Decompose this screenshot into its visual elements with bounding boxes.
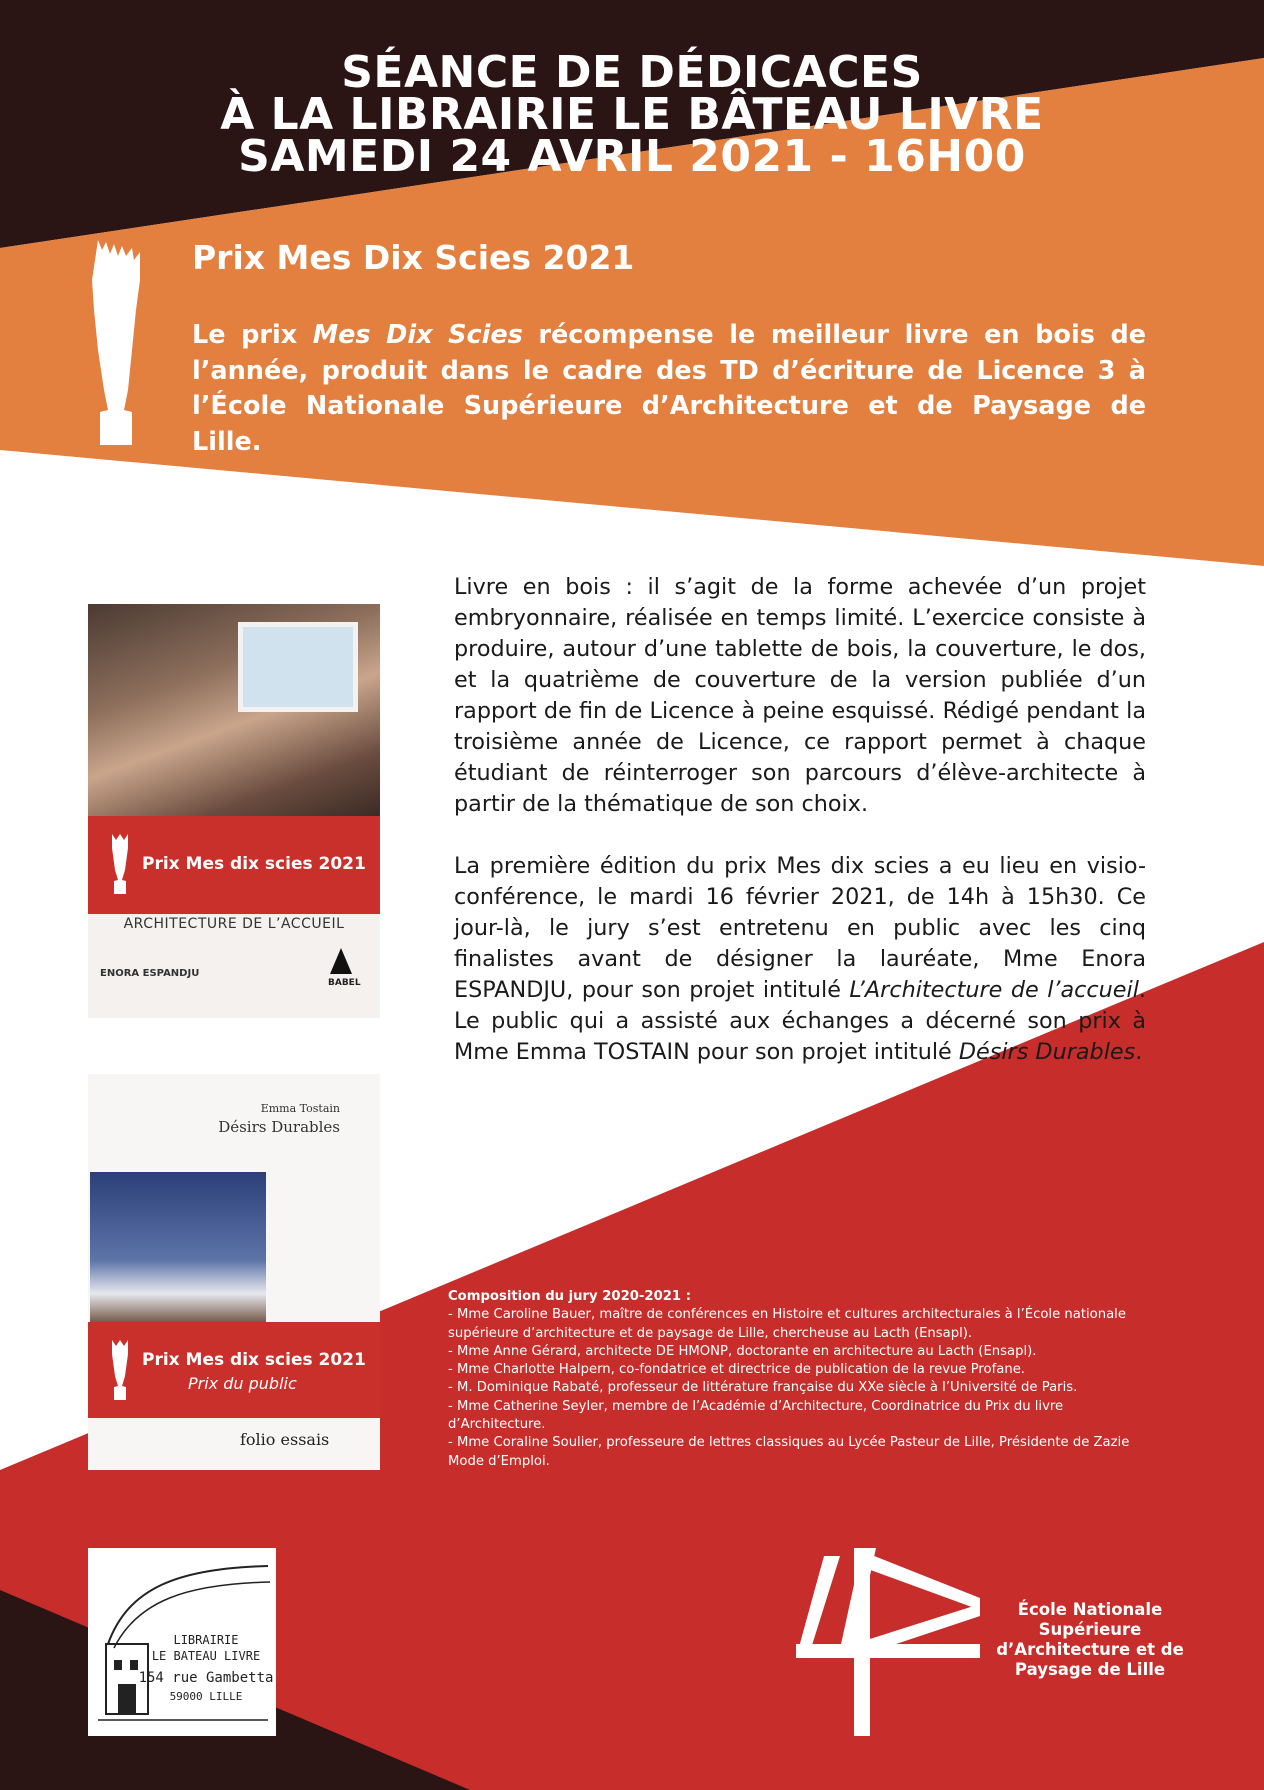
jury-composition — [448, 1288, 1148, 1471]
svg-text:59000 LILLE: 59000 LILLE — [169, 1690, 243, 1703]
jury-member: - Mme Anne Gérard, architecte DE HMONP, doctorante en architecture au Lacth (Ensapl). — [448, 1343, 1037, 1359]
book-cover-desirs-durables — [88, 1074, 380, 1470]
book-publisher: BABEL — [328, 978, 361, 988]
ecole-name: École Nationale Supérieure d’Architecture et de Paysage de Lille — [996, 1600, 1184, 1679]
book-author: Emma Tostain — [260, 1102, 340, 1115]
paragraph-first-edition: La première édition du prix Mes dix scies a eu lieu en visio-conférence, le mardi 16 février 2021, de 14h à 15h30. Ce jour-là, le jury s’est entretenu en public avec les cinq finalistes avant de désigner la lauréate, Mme Enora ESPANDJU, pour son projet intitulé L’Architecture de l’accueil. Le public qui a assisté aux échanges a décerné son prix à Mme Emma TOSTAIN pour son projet intitulé Désirs Durables. — [454, 853, 1146, 1065]
svg-text:154 rue Gambetta: 154 rue Gambetta — [138, 1670, 274, 1686]
prize-title: Prix Mes Dix Scies 2021 — [192, 238, 635, 277]
event-title: SÉANCE DE DÉDICACES — [341, 47, 923, 98]
paragraph-livre-en-bois: Livre en bois : il s’agit de la forme achevée d’un projet embryonnaire, réalisée en temps limité. L’exercice consiste à produire, autour d’une tablette de bois, la couverture, le dos, et la quatrième de couverture de la version publiée d’un rapport de fin de Licence à peine esquissé. Rédigé pendant la troisième année de Licence, ce rapport permet à chaque étudiant de réinterroger son parcours d’élève-architecte à partir de la thématique de son choix. — [454, 574, 1146, 817]
babel-logo-icon — [330, 948, 352, 974]
description-text — [454, 572, 1146, 1068]
librairie-logo — [88, 1548, 276, 1736]
jury-member: - M. Dominique Rabaté, professeur de littérature française du XXe siècle à l’Université de Paris. — [448, 1380, 1078, 1396]
book-title: ARCHITECTURE DE L’ACCUEIL — [123, 916, 345, 932]
jury-title: Composition du jury 2020-2021 : — [448, 1289, 691, 1304]
saw-trophy-icon — [88, 240, 148, 450]
book-author: ENORA ESPANDJU — [100, 968, 200, 979]
award-band: Prix Mes dix scies 2021 — [88, 816, 380, 914]
jury-member: - Mme Coraline Soulier, professeure de lettres classiques au Lycée Pasteur de Lille, Présidente de Zazie Mode d’Emploi. — [448, 1435, 1130, 1469]
svg-text:LIBRAIRIE: LIBRAIRIE — [173, 1633, 239, 1647]
jury-list — [448, 1306, 1148, 1471]
svg-text:LE BATEAU LIVRE: LE BATEAU LIVRE — [151, 1649, 261, 1663]
ensapl-logo-icon — [796, 1548, 980, 1736]
book-title: Désirs Durables — [218, 1118, 340, 1136]
award-band: Prix Mes dix scies 2021 Prix du public — [88, 1322, 380, 1418]
event-header — [0, 47, 1264, 182]
saw-trophy-icon — [108, 834, 132, 894]
jury-member: - Mme Catherine Seyler, membre de l’Académie d’Architecture, Coordinatrice du Prix du livre d’Architecture. — [448, 1398, 1064, 1433]
jury-member: - Mme Caroline Bauer, maître de conférences en Histoire et cultures architecturales à l’École nationale supérieure d’architecture et de paysage de Lille, chercheuse au Lacth (Ensapl). — [448, 1307, 1126, 1341]
event-date: SAMEDI 24 AVRIL 2021 - 16H00 — [238, 131, 1026, 182]
prize-name-emphasis: Mes Dix Scies — [312, 320, 523, 350]
prize-description: Le prix Mes Dix Scies récompense le meilleur livre en bois de l’année, produit dans le cadre des TD d’écriture de Licence 3 à l’École Nationale Supérieure d’Architecture et de Paysage de Lille. — [192, 320, 1147, 457]
book-publisher: folio essais — [240, 1430, 330, 1449]
event-venue: À LA LIBRAIRIE LE BÂTEAU LIVRE — [220, 89, 1044, 140]
saw-trophy-icon — [108, 1340, 132, 1400]
jury-member: - Mme Charlotte Halpern, co-fondatrice et directrice de publication de la revue Profane. — [448, 1362, 1026, 1378]
bookshop-drawing — [88, 1548, 276, 1736]
cover-photo — [88, 604, 380, 816]
book-cover-architecture-accueil — [88, 604, 380, 1018]
